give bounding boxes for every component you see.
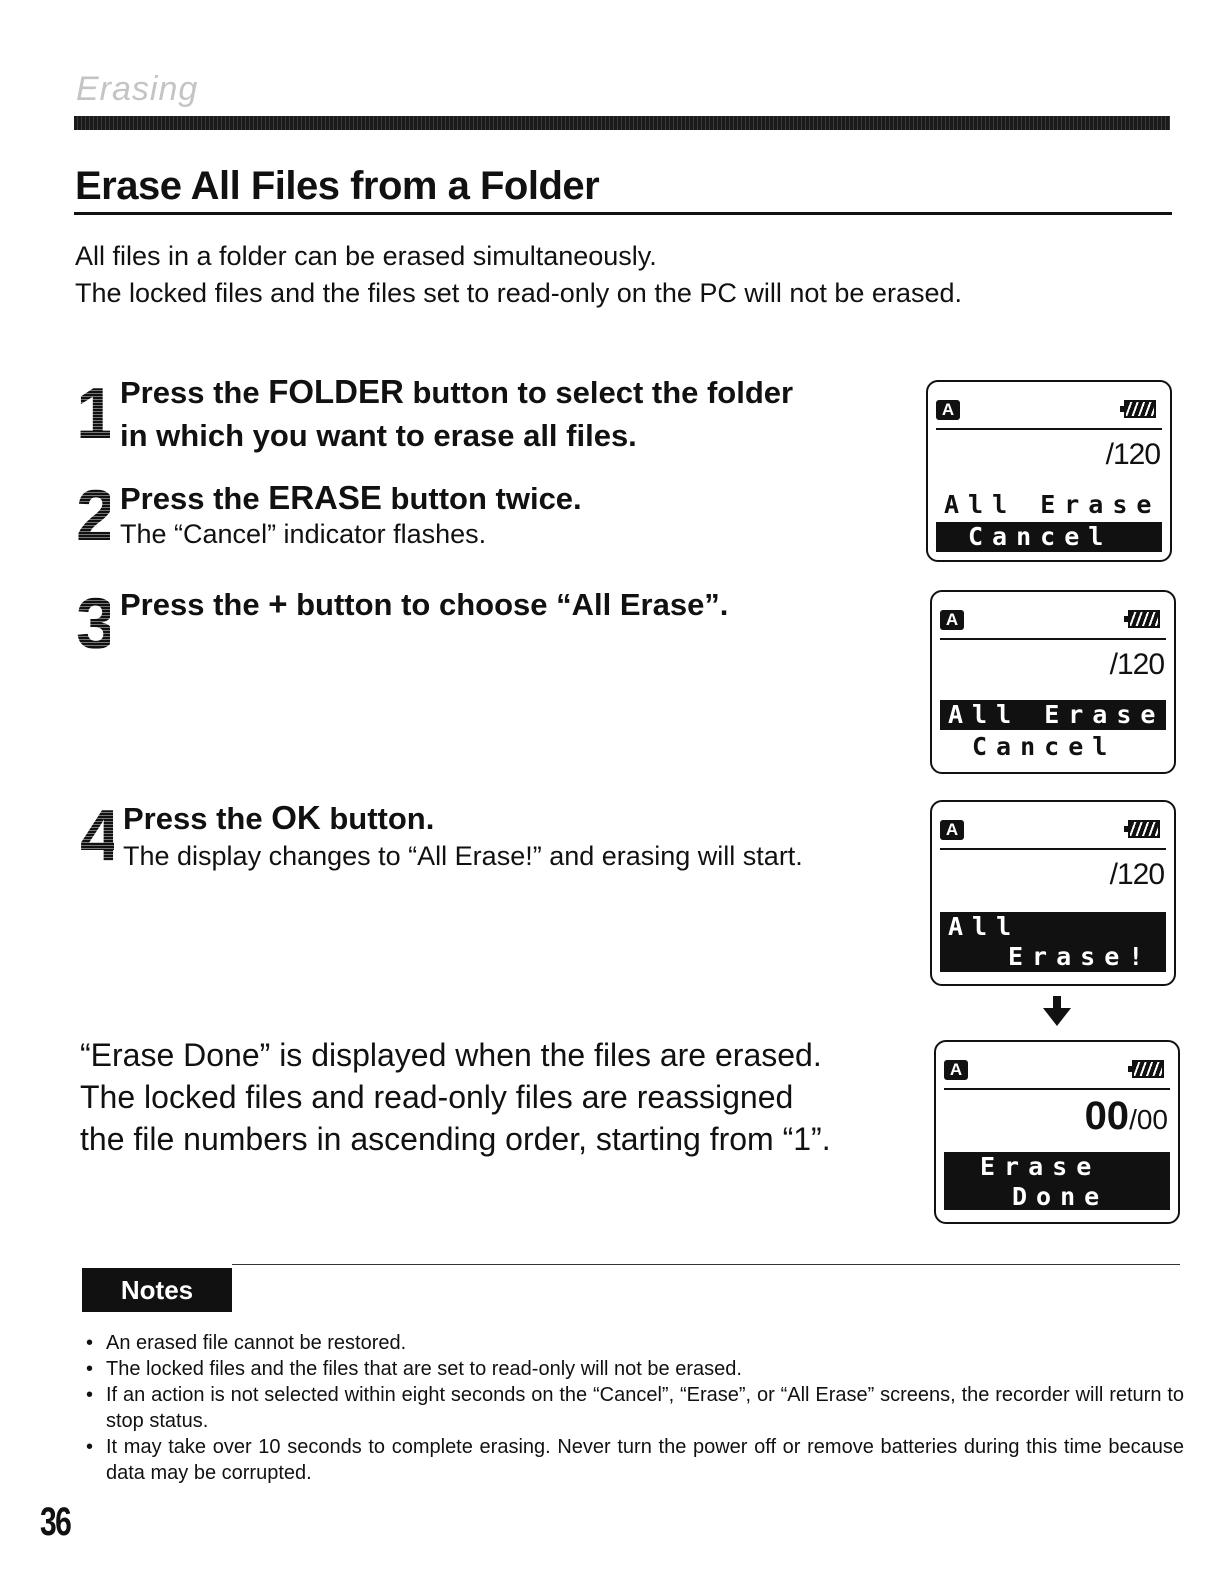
result-line-1: “Erase Done” is displayed when the files are erased. (80, 1037, 822, 1073)
battery-icon (1128, 610, 1160, 628)
result-line-3: the file numbers in ascending order, starting from “1”. (80, 1121, 831, 1157)
notes-label: Notes (82, 1268, 232, 1312)
lcd-separator (940, 638, 1166, 640)
result-text (80, 1034, 880, 1160)
folder-a-icon: A (944, 1060, 968, 1080)
plus-button-label: + (268, 585, 288, 622)
step-3-heading-pre: Press the (120, 587, 269, 622)
lcd-row-cancel: Cancel (936, 522, 1162, 552)
step-2-heading-pre: Press the (120, 481, 269, 516)
step-2-subtext: The “Cancel” indicator flashes. (120, 519, 487, 549)
intro-line-2: The locked files and the files set to read-only on the PC will not be erased. (75, 278, 962, 308)
file-count-main: 00 (1084, 1094, 1130, 1138)
lcd-row-all-erase-bang (940, 912, 1166, 972)
step-1-heading-line2: in which you want to erase all files. (120, 418, 637, 453)
file-count: /120 (1109, 858, 1164, 891)
step-2-heading-post: button twice. (381, 481, 582, 516)
step-4-heading-post: button. (320, 801, 435, 836)
step-3-heading-post: button to choose “All Erase”. (287, 587, 729, 622)
note-item: • The locked files and the files that are set to read-only will not be erased. (84, 1356, 1184, 1382)
erase-button-label: ERASE (268, 479, 382, 516)
lcd-row-done: Done (1012, 1182, 1109, 1211)
step-1-heading-pre: Press the (120, 375, 269, 410)
lcd-separator (944, 1088, 1170, 1090)
note-item: • If an action is not selected within eight seconds on the “Cancel”, “Erase”, or “All Erase” screens, the recorder will return to stop status. (84, 1382, 1184, 1434)
lcd-separator (940, 848, 1166, 850)
folder-a-icon: A (940, 820, 964, 840)
page-title: Erase All Files from a Folder (75, 164, 600, 208)
battery-icon (1124, 400, 1156, 418)
lcd-row-all-erase: All Erase (944, 490, 1161, 519)
lcd-row-erase-done (944, 1152, 1170, 1210)
lcd-display-1 (926, 380, 1172, 562)
file-count: /120 (1109, 648, 1164, 681)
step-1-heading-post: button to select the folder (403, 375, 794, 410)
file-count-sub: /00 (1129, 1104, 1168, 1135)
title-rule (74, 212, 1172, 215)
lcd-row-all: All (948, 912, 1021, 941)
header-bar (74, 116, 1170, 130)
arrow-down-icon (1040, 994, 1074, 1028)
step-1-heading (120, 370, 900, 457)
file-count: /120 (1105, 438, 1160, 471)
folder-a-icon: A (936, 400, 960, 420)
step-1-number: 1 (76, 374, 117, 454)
lcd-row-erase: Erase (980, 1152, 1101, 1181)
note-item: • An erased file cannot be restored. (84, 1330, 1184, 1356)
folder-a-icon: A (940, 610, 964, 630)
battery-icon (1128, 820, 1160, 838)
page-number: 36 (40, 1500, 71, 1544)
file-count-done (1085, 1094, 1168, 1139)
lcd-display-2 (930, 590, 1176, 774)
step-4-subtext: The display changes to “All Erase!” and erasing will start. (123, 841, 803, 871)
result-line-2: The locked files and read-only files are reassigned (80, 1079, 794, 1115)
lcd-display-4 (934, 1040, 1180, 1224)
step-3-number: 3 (76, 584, 117, 664)
lcd-display-3 (930, 800, 1176, 986)
notes-list (84, 1330, 1184, 1486)
intro-text (75, 238, 962, 312)
notes-rule (232, 1264, 1180, 1265)
step-4-heading-pre: Press the (123, 801, 272, 836)
step-2-heading (120, 476, 900, 520)
step-3-heading (120, 582, 900, 626)
intro-line-1: All files in a folder can be erased simultaneously. (75, 241, 657, 271)
step-4-heading (123, 796, 903, 840)
step-4-number: 4 (80, 796, 121, 876)
note-item: • It may take over 10 seconds to complete erasing. Never turn the power off or remove batteries during this time because data may be corrupted. (84, 1434, 1184, 1486)
lcd-row-erase-bang: Erase! (1008, 942, 1153, 971)
step-2-number: 2 (76, 476, 117, 556)
lcd-row-all-erase: All Erase (940, 700, 1166, 730)
lcd-row-cancel: Cancel (972, 732, 1117, 761)
section-title: Erasing (76, 70, 199, 108)
ok-button-label: OK (271, 799, 321, 836)
battery-icon (1132, 1060, 1164, 1078)
lcd-separator (936, 428, 1162, 430)
folder-button-label: FOLDER (268, 373, 404, 410)
